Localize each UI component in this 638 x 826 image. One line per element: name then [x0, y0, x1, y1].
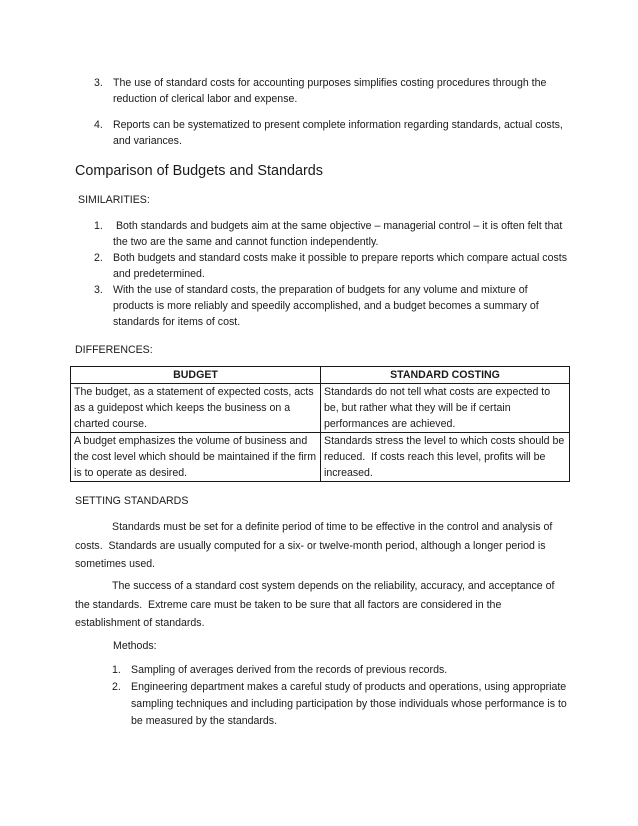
- list-text: Engineering department makes a careful study of products and operations, using appropriate sampling techniques and including participation by those individuals whose performance is to be measured by the standards.: [131, 681, 567, 727]
- list-number: 3.: [94, 77, 103, 89]
- list-item: [112, 679, 571, 730]
- list-number: 3.: [94, 284, 103, 296]
- similarities-label: SIMILARITIES:: [78, 194, 150, 206]
- column-header-standard-costing: STANDARD COSTING: [321, 367, 570, 384]
- methods-list: [112, 662, 571, 730]
- table-row: [71, 384, 570, 433]
- list-item: [94, 75, 569, 107]
- list-number: 1.: [112, 664, 121, 676]
- setting-standards-label: SETTING STANDARDS: [75, 495, 189, 507]
- list-item: [94, 117, 569, 149]
- list-text: Both budgets and standard costs make it possible to prepare reports which compare actual costs and predetermined.: [113, 252, 568, 280]
- list-number: 2.: [112, 681, 121, 693]
- paragraph: Standards must be set for a definite period of time to be effective in the control and analysis of costs. Standards are usually computed for a six- or twelve-month period, although a longer period is sometimes used.: [75, 521, 556, 570]
- methods-label: Methods:: [113, 640, 157, 652]
- list-text: With the use of standard costs, the preparation of budgets for any volume and mixture of products is more reliably and speedily accomplished, and a budget becomes a summary of standards for items of cost.: [113, 284, 539, 328]
- table-header-row: [71, 367, 570, 384]
- table-cell: Standards do not tell what costs are expected to be, but rather what they will be if certain performances are achieved.: [321, 384, 570, 433]
- table-cell: A budget emphasizes the volume of business and the cost level which should be maintained if the firm is to operate as desired.: [71, 433, 321, 482]
- table-cell: Standards stress the level to which costs should be reduced. If costs reach this level, profits will be increased.: [321, 433, 570, 482]
- list-text: Sampling of averages derived from the records of previous records.: [131, 664, 448, 676]
- list-item: [94, 250, 569, 282]
- column-header-budget: BUDGET: [71, 367, 321, 384]
- list-text: Reports can be systematized to present complete information regarding standards, actual costs, and variances.: [113, 119, 563, 147]
- list-item: [94, 218, 569, 250]
- section-heading: Comparison of Budgets and Standards: [75, 163, 323, 179]
- advantages-list: [94, 75, 569, 159]
- table-row: [71, 433, 570, 482]
- differences-label: DIFFERENCES:: [75, 344, 153, 356]
- list-item: [94, 282, 569, 330]
- similarities-list: [94, 218, 569, 330]
- differences-table: [70, 366, 570, 482]
- list-text: Both standards and budgets aim at the same objective – managerial control – it is often felt that the two are the same and cannot function independently.: [113, 220, 566, 248]
- list-number: 2.: [94, 252, 103, 264]
- table-cell: The budget, as a statement of expected costs, acts as a guidepost which keeps the business on a charted course.: [71, 384, 321, 433]
- list-item: [112, 662, 571, 679]
- list-number: 1.: [94, 220, 103, 232]
- list-text: The use of standard costs for accounting purposes simplifies costing procedures through the reduction of clerical labor and expense.: [113, 77, 547, 105]
- paragraph: The success of a standard cost system depends on the reliability, accuracy, and acceptance of the standards. Extreme care must be taken to be sure that all factors are considered in the establishment of standards.: [75, 580, 558, 629]
- list-number: 4.: [94, 119, 103, 131]
